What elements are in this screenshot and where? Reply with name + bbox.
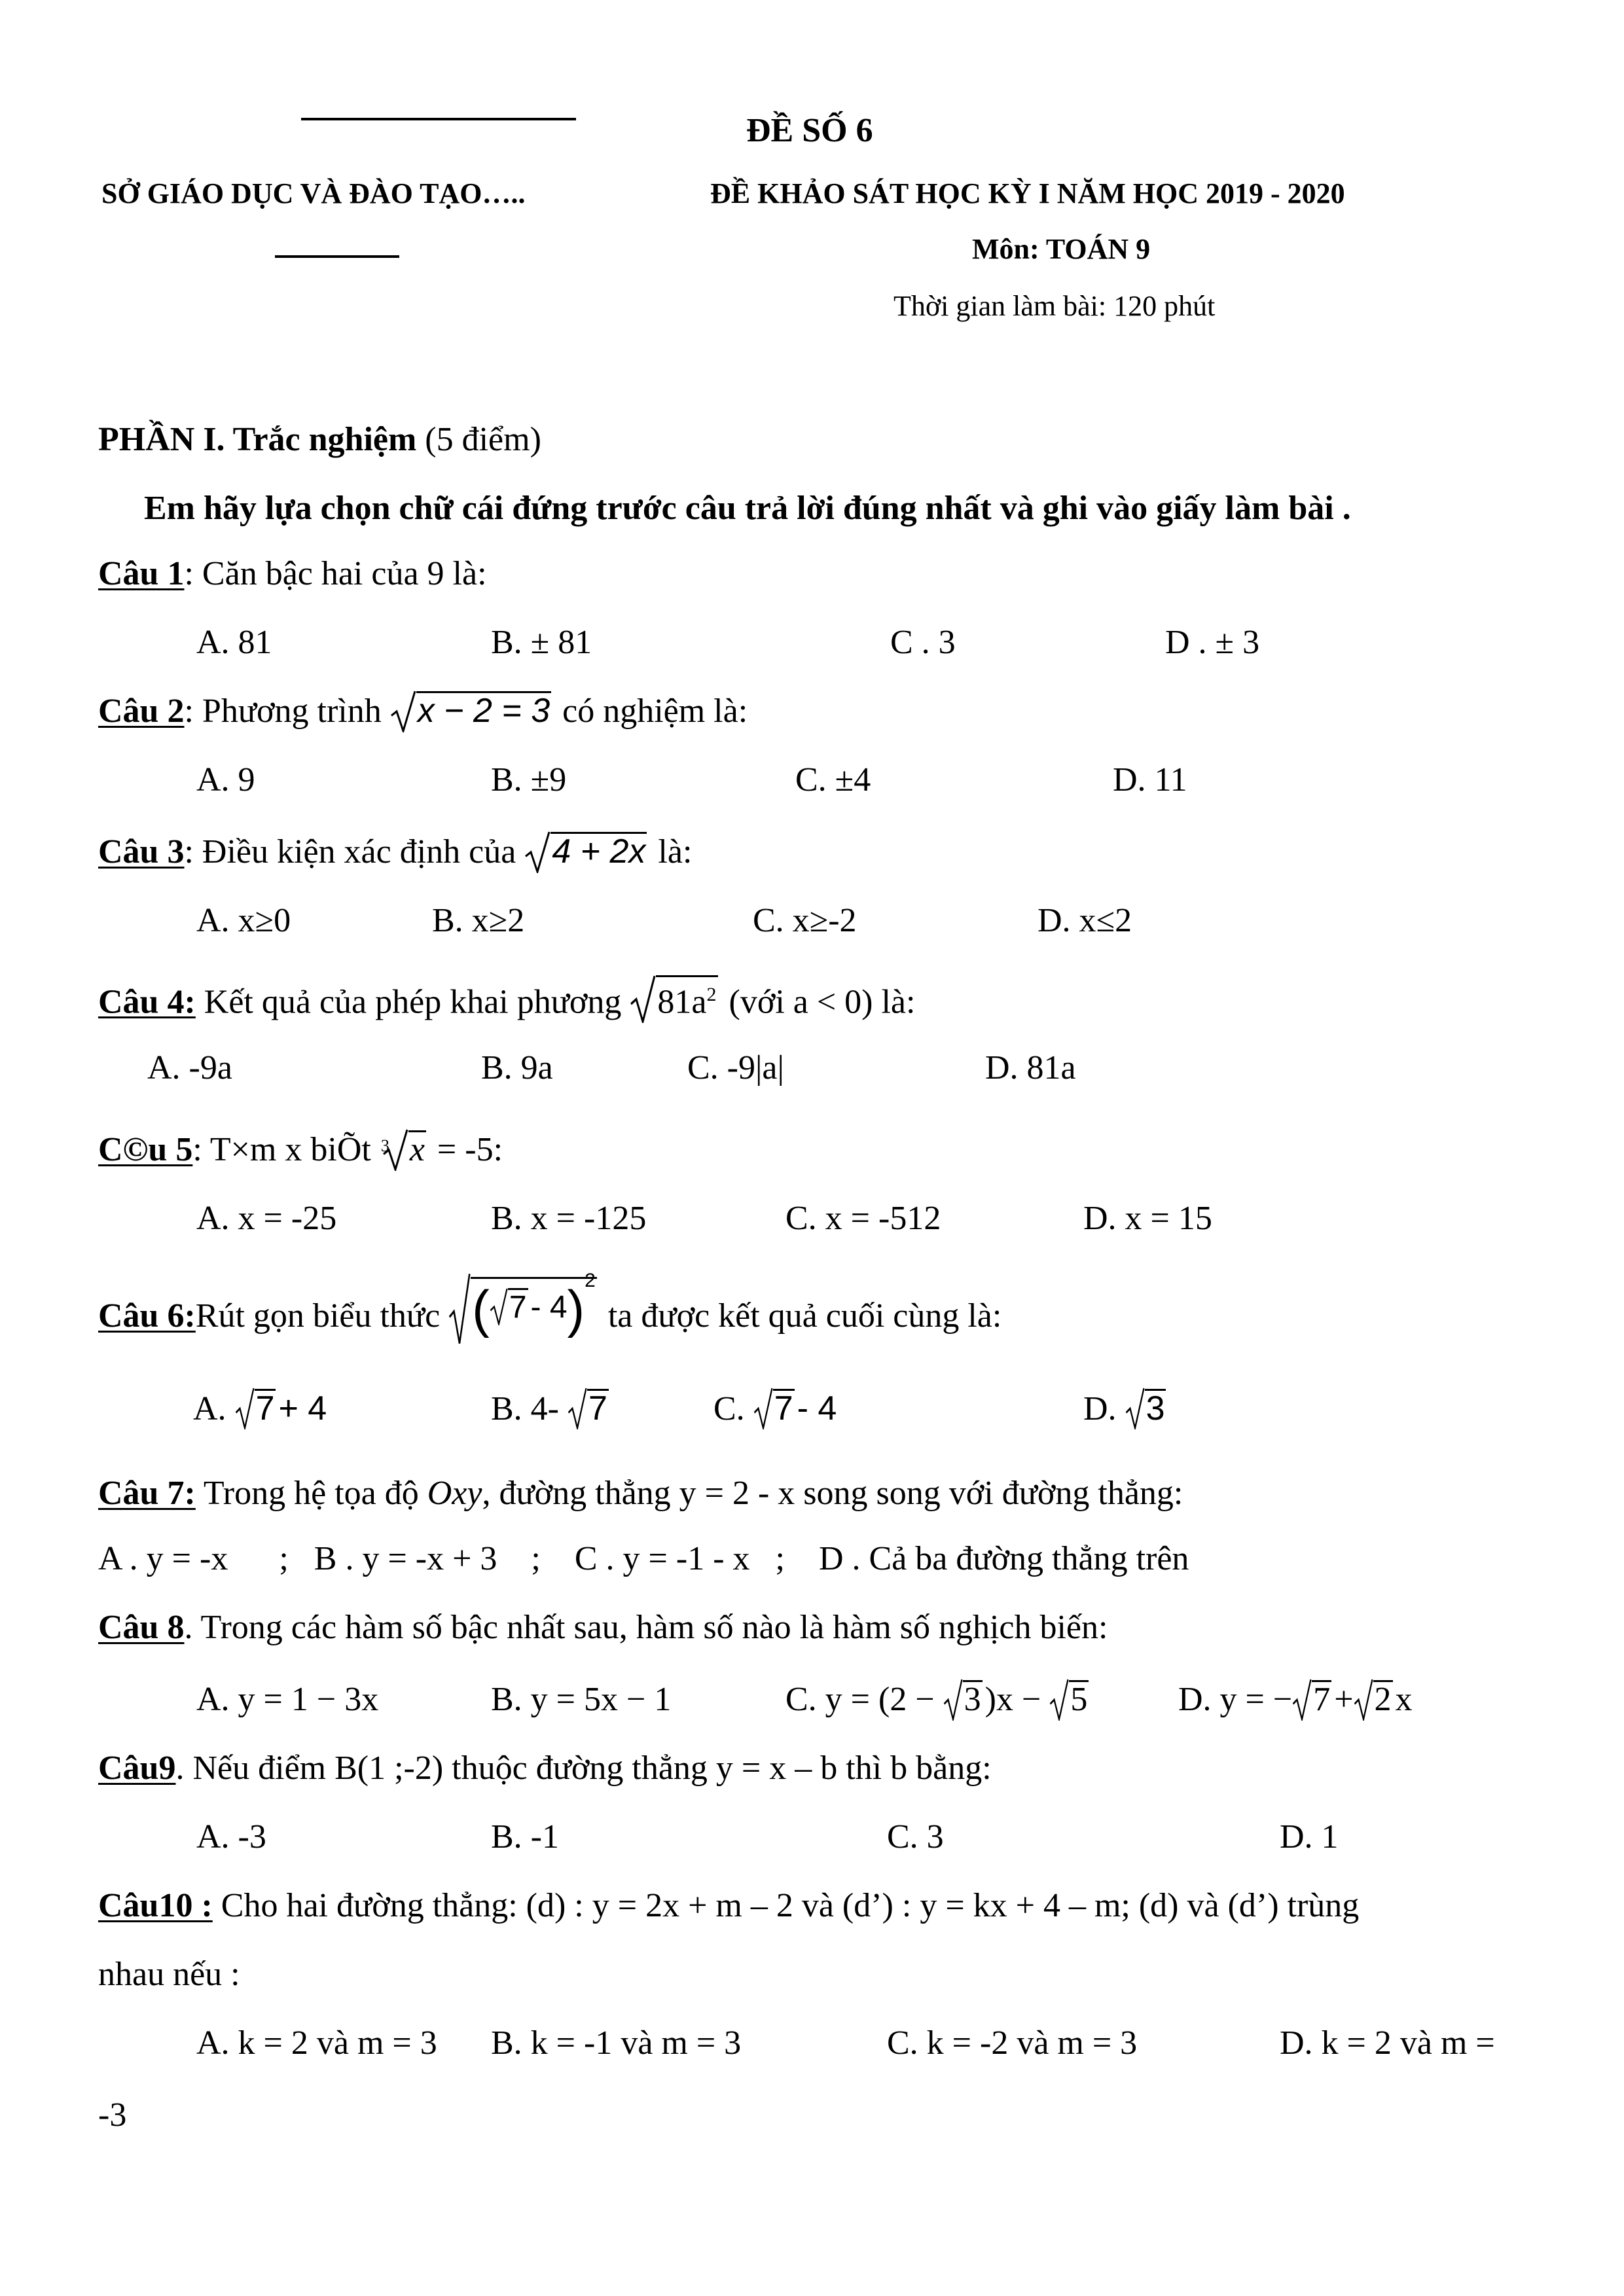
- question-5-pre: : T×m x biÕt: [192, 1131, 371, 1168]
- q6-option-c-radicand: 7: [774, 1390, 793, 1427]
- q5-option-a: A. x = -25: [196, 1200, 337, 1237]
- sqrt-sign-icon: [390, 691, 416, 732]
- q8-option-d: [1178, 1679, 1413, 1721]
- q6-option-d-radicand: 3: [1146, 1390, 1165, 1427]
- q4-option-d: D. 81a: [985, 1049, 1076, 1086]
- exam-time: Thời gian làm bài: 120 phút: [893, 290, 1216, 322]
- root-sign-icon: [382, 1129, 408, 1171]
- q6-exponent: 2: [585, 1270, 596, 1291]
- q8-option-c-sqrt2: [1049, 1679, 1091, 1721]
- part-instruction: Em hãy lựa chọn chữ cái đứng trước câu trả lời đúng nhất và ghi vào giấy làm bài .: [144, 490, 1351, 527]
- q8-option-a: A. y = 1 − 3x: [196, 1681, 379, 1718]
- q4-option-a: A. -9a: [147, 1049, 232, 1086]
- q2-option-b: B. ±9: [491, 761, 567, 798]
- sqrt-sign-icon: [568, 1388, 587, 1429]
- question-4-label: Câu 4:: [98, 983, 196, 1021]
- question-9-label: Câu9: [98, 1749, 176, 1787]
- q5-cube-root: [380, 1129, 429, 1171]
- sqrt-sign-icon: [235, 1388, 255, 1429]
- q4-sqrt: [630, 975, 720, 1023]
- q6-option-a-prefix: A.: [193, 1390, 226, 1427]
- q4-option-c: C. -9|a|: [687, 1049, 784, 1086]
- q1-option-c: C . 3: [890, 624, 956, 661]
- question-8-label: Câu 8: [98, 1609, 185, 1646]
- q8-option-c-radicand2: 5: [1070, 1681, 1088, 1718]
- question-4-pre: Kết quả của phép khai phương: [204, 983, 622, 1021]
- q8-option-d-post: x: [1395, 1681, 1413, 1718]
- sqrt-sign-icon: [490, 1288, 508, 1325]
- q3-option-c: C. x≥-2: [753, 902, 857, 939]
- q6-option-a-post: + 4: [278, 1390, 327, 1427]
- header-rule-top: [301, 118, 576, 120]
- q5-expression: x: [409, 1131, 425, 1168]
- q6-open-paren: (: [472, 1280, 490, 1338]
- q2-expression: x − 2 = 3: [417, 692, 550, 730]
- q8-option-d-radicand: 7: [1313, 1681, 1331, 1718]
- q10-option-d: D. k = 2 và m =: [1280, 2024, 1495, 2062]
- question-2-pre: : Phương trình: [184, 692, 382, 730]
- question-4: [98, 975, 915, 1023]
- q2-option-d: D. 11: [1113, 761, 1187, 798]
- exam-number: ĐỀ SỐ 6: [746, 112, 873, 149]
- q4-exponent: 2: [706, 984, 717, 1005]
- q3-sqrt: [524, 831, 649, 873]
- q10-option-b: B. k = -1 và m = 3: [491, 2024, 742, 2062]
- q9-option-b: B. -1: [491, 1818, 559, 1856]
- q6-option-d: [1083, 1388, 1168, 1430]
- part-points: (5 điểm): [416, 421, 541, 458]
- q4-expression: 81a: [657, 983, 707, 1021]
- question-10-text-cont: nhau nếu :: [98, 1956, 240, 1993]
- question-8-text: . Trong các hàm số bậc nhất sau, hàm số nào là hàm số nghịch biến:: [184, 1609, 1108, 1646]
- q6-option-c-sqrt: [753, 1388, 797, 1429]
- q2-option-c: C. ±4: [795, 761, 871, 798]
- exam-title: ĐỀ KHẢO SÁT HỌC KỲ I NĂM HỌC 2019 - 2020: [710, 177, 1345, 209]
- sqrt-sign-icon: [1292, 1679, 1312, 1721]
- q6-option-b: [491, 1388, 611, 1430]
- question-5-label: C©u 5: [98, 1131, 193, 1168]
- q8-option-d-radicand2: 2: [1374, 1681, 1392, 1718]
- question-1: [98, 553, 487, 595]
- q2-sqrt: [390, 691, 554, 732]
- q8-option-c: [785, 1679, 1091, 1721]
- question-10: [98, 1885, 1359, 1927]
- question-2-label: Câu 2: [98, 692, 185, 730]
- q8-option-d-sqrt: [1292, 1679, 1334, 1721]
- q6-sqrt-inner: [490, 1288, 531, 1325]
- q10-option-a: A. k = 2 và m = 3: [196, 2024, 437, 2062]
- q1-option-a: A. 81: [196, 624, 272, 661]
- q5-option-c: C. x = -512: [785, 1200, 941, 1237]
- question-1-label: Câu 1: [98, 555, 185, 592]
- q5-option-d: D. x = 15: [1083, 1200, 1212, 1237]
- q6-option-c-prefix: C.: [713, 1390, 745, 1427]
- sqrt-sign-icon: [1049, 1679, 1069, 1721]
- q8-option-c-mid: )x −: [984, 1681, 1041, 1718]
- question-9-text: . Nếu điểm B(1 ;-2) thuộc đường thẳng y = x – b thì b bằng:: [175, 1749, 992, 1787]
- q3-option-a: A. x≥0: [196, 902, 291, 939]
- q4-radicand: [656, 975, 717, 1020]
- q6-option-a-sqrt: [235, 1388, 279, 1429]
- q8-option-d-sqrt2: [1354, 1679, 1396, 1721]
- question-6-post: ta được kết quả cuối cùng là:: [607, 1297, 1002, 1335]
- part-title: [98, 419, 541, 461]
- question-2: [98, 691, 748, 732]
- question-6-pre: Rút gọn biểu thức: [195, 1297, 441, 1335]
- question-1-text: : Căn bậc hai của 9 là:: [184, 555, 487, 592]
- subject-label: Môn: [972, 233, 1030, 265]
- q5-root-index: 3: [380, 1136, 389, 1155]
- q2-option-a: A. 9: [196, 761, 255, 798]
- q6-sqrt-outer: [448, 1270, 600, 1344]
- q6-option-d-prefix: D.: [1083, 1390, 1117, 1427]
- question-9: [98, 1748, 992, 1789]
- q6-option-c-post: - 4: [797, 1390, 837, 1427]
- question-7-post: , đường thẳng y = 2 - x song song với đường thẳng:: [482, 1475, 1183, 1512]
- q5-option-b: B. x = -125: [491, 1200, 647, 1237]
- q6-radicand: [471, 1270, 597, 1338]
- sqrt-sign-icon: [1354, 1679, 1373, 1721]
- q6-option-a: [193, 1388, 327, 1430]
- sqrt-sign-icon: [1125, 1388, 1145, 1429]
- question-5: [98, 1129, 503, 1171]
- question-6-label: Câu 6:: [98, 1297, 196, 1335]
- question-2-post: có nghiệm là:: [562, 692, 748, 730]
- q10-option-d-cont: -3: [98, 2096, 127, 2134]
- q8-option-b: B. y = 5x − 1: [491, 1681, 672, 1718]
- part-title-text: PHẦN I. Trắc nghiệm: [98, 421, 417, 458]
- header-rule-bottom: [275, 255, 399, 258]
- q9-option-c: C. 3: [887, 1818, 944, 1856]
- question-10-label: Câu10 :: [98, 1887, 213, 1924]
- q6-option-b-prefix: B. 4-: [491, 1390, 559, 1427]
- q1-option-b: B. ± 81: [491, 624, 592, 661]
- department-name: SỞ GIÁO DỤC VÀ ĐÀO TẠO…..: [101, 177, 526, 209]
- question-7-pre: Trong hệ tọa độ: [203, 1475, 419, 1512]
- q8-option-c-prefix: C. y = (2 −: [785, 1681, 935, 1718]
- q3-option-d: D. x≤2: [1038, 902, 1132, 939]
- question-10-text: Cho hai đường thẳng: (d) : y = 2x + m – 2 và (d’) : y = kx + 4 – m; (d) và (d’) trùng: [212, 1887, 1360, 1924]
- q6-option-c: [713, 1388, 837, 1430]
- question-5-post: = -5:: [437, 1131, 503, 1168]
- question-7: [98, 1473, 1183, 1515]
- question-3-post: là:: [658, 833, 693, 870]
- question-3: [98, 831, 692, 873]
- q8-option-c-radicand: 3: [964, 1681, 981, 1718]
- q6-option-a-radicand: 7: [255, 1390, 275, 1427]
- q6-option-b-sqrt: [568, 1388, 611, 1429]
- q8-option-d-mid: +: [1334, 1681, 1354, 1718]
- q6-option-d-sqrt: [1125, 1388, 1169, 1429]
- sqrt-sign-icon: [943, 1679, 963, 1721]
- q10-option-c: C. k = -2 và m = 3: [887, 2024, 1138, 2062]
- question-7-label: Câu 7:: [98, 1475, 196, 1512]
- sqrt-sign-icon: [630, 975, 656, 1023]
- question-8: [98, 1607, 1108, 1649]
- question-7-oxy: Oxy: [427, 1475, 482, 1512]
- subject-value: : TOÁN 9: [1030, 233, 1151, 265]
- q6-inner-rest: - 4: [530, 1290, 568, 1325]
- sqrt-sign-icon: [448, 1273, 471, 1345]
- q9-option-d: D. 1: [1280, 1818, 1339, 1856]
- question-6: [98, 1270, 1002, 1344]
- q7-options: A . y = -x ; B . y = -x + 3 ; C . y = -1 - x ; D . Cả ba đường thẳng trên: [98, 1540, 1189, 1577]
- sqrt-sign-icon: [753, 1388, 773, 1429]
- sqrt-sign-icon: [524, 831, 550, 873]
- q3-option-b: B. x≥2: [432, 902, 525, 939]
- question-3-pre: : Điều kiện xác định của: [184, 833, 516, 870]
- q6-inner-radicand: 7: [508, 1288, 528, 1325]
- subject-line: [972, 232, 1150, 266]
- q8-option-d-prefix: D. y = −: [1178, 1681, 1293, 1718]
- question-4-post: (với a < 0) là:: [729, 983, 916, 1021]
- question-3-label: Câu 3: [98, 833, 185, 870]
- q3-expression: 4 + 2x: [552, 833, 646, 870]
- q9-option-a: A. -3: [196, 1818, 266, 1856]
- q6-option-b-radicand: 7: [588, 1390, 607, 1427]
- q1-option-d: D . ± 3: [1165, 624, 1260, 661]
- q8-option-c-sqrt: [943, 1679, 985, 1721]
- q4-option-b: B. 9a: [481, 1049, 553, 1086]
- q6-close-paren: ): [567, 1280, 585, 1338]
